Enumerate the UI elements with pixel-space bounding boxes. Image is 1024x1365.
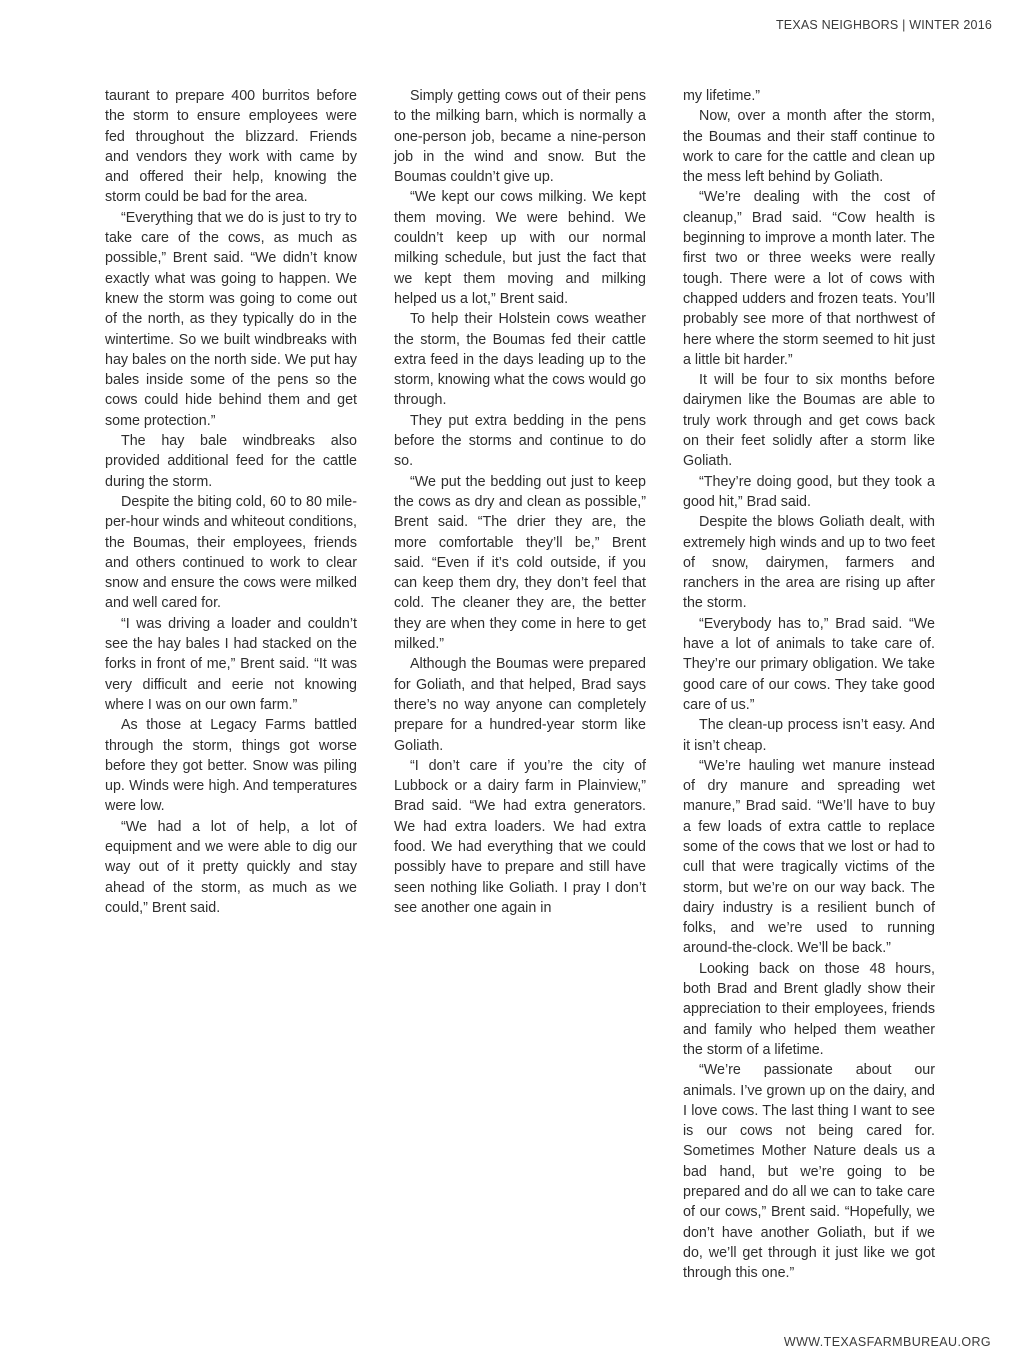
paragraph: They put extra bedding in the pens before the storms and continue to do so. (394, 412, 646, 470)
paragraph: Looking back on those 48 hours, both Brad and Brent gladly show their appreciation to their employees, friends and family who helped them weather the storm of a lifetime. (683, 960, 935, 1058)
paragraph: “We put the bedding out just to keep the cows as dry and clean as possible,” Brent said. “The drier they are, the more comfortable they’ll be,” Brent said. “Even if it’s cold outside, if you can keep them dry, they don’t feel that cold. The cleaner they are, the better they are when they come in here to get milked.” (394, 473, 646, 653)
paragraph: “I don’t care if you’re the city of Lubbock or a dairy farm in Plainview,” Brad said. “We had extra generators. We had extra loaders. We had extra food. We had everything that we could possibly have to prepare and still have seen nothing like Goliath. I pray I don’t see another one again in (394, 757, 646, 916)
article-column-2 (394, 86, 646, 918)
paragraph: “We kept our cows milking. We kept them moving. We were behind. We couldn’t keep up with our normal milking schedule, but just the fact that we kept them moving and milking helped us a lot,” Brent said. (394, 189, 646, 307)
paragraph: Despite the biting cold, 60 to 80 mile-per-hour winds and whiteout conditions, the Boumas, their employees, friends and others continued to work to clear snow and ensure the cows were milked and well cared for. (105, 493, 357, 612)
paragraph: The hay bale windbreaks also provided additional feed for the cattle during the storm. (105, 433, 357, 490)
paragraph: Despite the blows Goliath dealt, with extremely high winds and up to two feet of snow, dairymen, farmers and ranchers in the area are rising up after the storm. (683, 514, 935, 612)
paragraph: “I was driving a loader and couldn’t see the hay bales I had stacked on the forks in front of me,” Brent said. “It was very difficult and eerie not knowing where I was on our own farm.” (105, 615, 357, 713)
paragraph: “We’re dealing with the cost of cleanup,” Brad said. “Cow health is beginning to improve a month later. The first two or three weeks were really tough. There were a lot of cows with chapped udders and frozen teats. You’ll probably see more of that northwest of here where the storm seemed to hit just a little bit harder.” (683, 189, 935, 368)
paragraph: “We’re passionate about our animals. I’ve grown up on the dairy, and I love cows. The last thing I want to see is our cows not being cared for. Sometimes Mother Nature deals us a bad hand, but we’re going to be prepared and do all we can to take care of our cows,” Brent said. “Hopefully, we don’t have another Goliath, but if we do, we’ll get through it just like we got through this one.” (683, 1062, 935, 1282)
running-header: TEXAS NEIGHBORS | WINTER 2016 (775, 18, 992, 32)
paragraph: The clean-up process isn’t easy. And it isn’t cheap. (683, 717, 935, 754)
paragraph: “Everybody has to,” Brad said. “We have a lot of animals to take care of. They’re our primary obligation. We take good care of our cows. They take good care of us.” (683, 615, 935, 713)
paragraph: Now, over a month after the storm, the Boumas and their staff continue to work to care for the cattle and clean up the mess left behind by Goliath. (683, 108, 935, 186)
paragraph: taurant to prepare 400 burritos before the storm to ensure employees were fed throughout the blizzard. Friends and vendors they work with came by and offered their help, knowing the storm could be bad for the area. (105, 88, 357, 206)
paragraph: “They’re doing good, but they took a good hit,” Brad said. (683, 473, 935, 510)
website-url: WWW.TEXASFARMBUREAU.ORG (783, 1335, 991, 1349)
paragraph: my lifetime.” (683, 88, 761, 104)
paragraph: “Everything that we do is just to try to take care of the cows, as much as possible,” Brent said. “We didn’t know exactly what was going to happen. We knew the storm was going to come out of the north, as they typically do in the wintertime. So we built windbreaks with hay bales on the north side. We put hay bales inside some of the pens so the cows could hide behind them and get some protection.” (105, 209, 357, 429)
paragraph: Simply getting cows out of their pens to the milking barn, which is normally a one-person job, became a nine-person job in the wind and snow. But the Boumas couldn’t give up. (394, 88, 646, 186)
paragraph: As those at Legacy Farms battled through the storm, things got worse before they got better. Snow was piling up. Winds were high. And temperatures were low. (105, 717, 357, 815)
paragraph: “We had a lot of help, a lot of equipment and we were able to dig our way out of it pretty quickly and stay ahead of the storm, as much as we could,” Brent said. (105, 818, 357, 916)
article-column-3 (683, 86, 935, 1284)
paragraph: “We’re hauling wet manure instead of dry manure and spreading wet manure,” Brad said. “We’ll have to buy a few loads of extra cattle to replace some of the cows that we lost or had to cull that were tragically victims of the storm, but we’re on our way back. The dairy industry is a resilient bunch of folks, and we’re used to running around-the-clock. We’ll be back.” (683, 757, 935, 957)
article-column-1 (105, 86, 357, 918)
paragraph: Although the Boumas were prepared for Goliath, and that helped, Brad says there’s no way anyone can completely prepare for a hundred-year storm like Goliath. (394, 656, 646, 754)
paragraph: To help their Holstein cows weather the storm, the Boumas fed their cattle extra feed in the days leading up to the storm, knowing what the cows would go through. (394, 311, 646, 409)
paragraph: It will be four to six months before dairymen like the Boumas are able to truly work through and get cows back on their feet solidly after a storm like Goliath. (683, 372, 935, 470)
